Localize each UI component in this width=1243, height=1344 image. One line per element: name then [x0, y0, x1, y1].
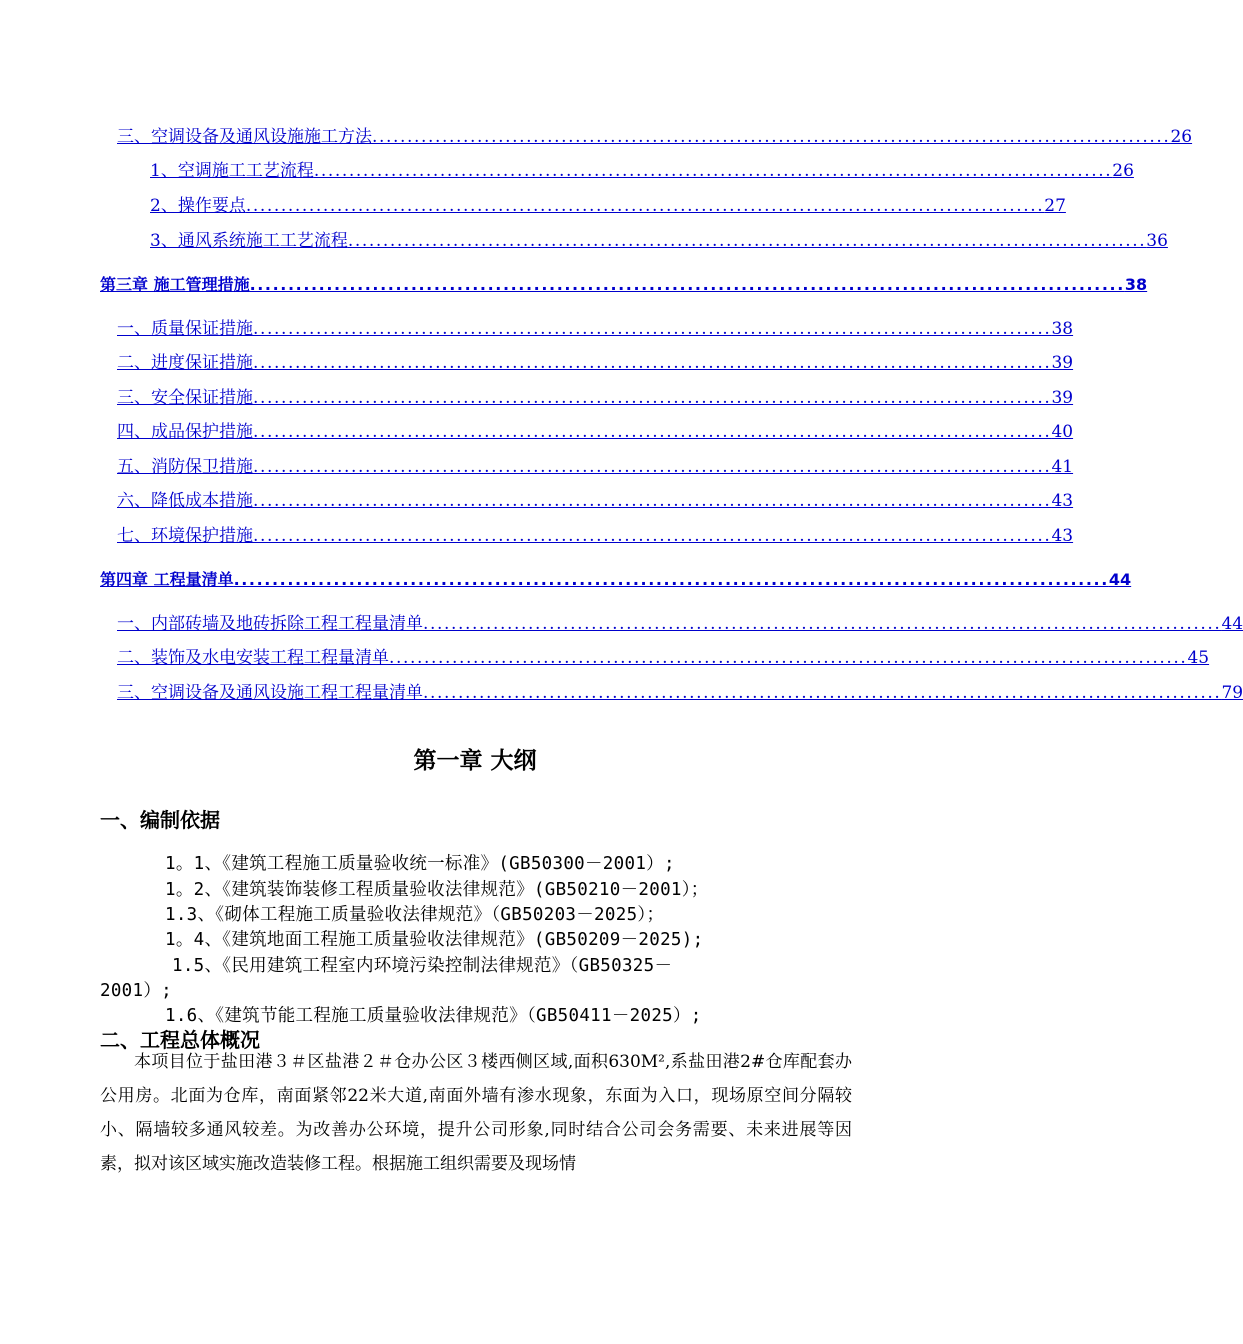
chapter-title: 第一章 大纲 [413, 748, 537, 774]
basis-item: 1。4、《建筑地面工程施工质量验收法律规范》(GB50209－2025); [165, 930, 704, 950]
toc-entry[interactable] [150, 158, 1134, 182]
toc-leader-dots: .................................................................................................................. [347, 231, 1147, 251]
basis-item: 1.6、《建筑节能工程施工质量验收法律规范》（GB50411－2025）; [165, 1006, 702, 1026]
basis-item: 1.3、《砌体工程施工质量验收法律规范》（GB50203－2025）； [165, 905, 665, 925]
toc-leader-dots: .................................................................................................................. [245, 196, 1045, 216]
toc-leader-dots: .................................................................................................................. [253, 526, 1052, 546]
section-heading: 二、工程总体概况 [100, 1028, 260, 1052]
toc-leader-dots: .................................................................................................................. [389, 648, 1188, 668]
toc-entry[interactable] [117, 350, 1074, 374]
section-heading: 一、编制依据 [100, 808, 220, 832]
toc-entry[interactable] [117, 124, 1193, 148]
toc-entry-title: 3、通风系统施工工艺流程 [150, 231, 348, 251]
toc-entry-page: 27 [1044, 196, 1066, 216]
toc-entry[interactable] [117, 488, 1074, 512]
toc-chapter-entry[interactable] [100, 567, 1132, 591]
toc-entry-page: 40 [1051, 422, 1074, 442]
toc-entry-title: 第四章 工程量清单 [100, 570, 234, 589]
toc-leader-dots: .................................................................................................................. [253, 353, 1052, 373]
toc-entry[interactable] [150, 193, 1066, 217]
basis-item: 1。1、《建筑工程施工质量验收统一标准》(GB50300－2001）; [165, 854, 675, 874]
toc-entry-title: 三、空调设备及通风设施工程工程量清单 [117, 683, 423, 703]
toc-entry-page: 39 [1051, 353, 1074, 373]
toc-leader-dots: .................................................................................................................. [253, 319, 1052, 339]
toc-entry-title: 一、质量保证措施 [117, 319, 253, 339]
toc-entry-title: 第三章 施工管理措施 [100, 275, 250, 294]
toc-entry-title: 2、操作要点 [150, 196, 246, 216]
toc-entry[interactable] [117, 680, 1243, 704]
toc-entry-page: 44 [1108, 570, 1132, 589]
toc-entry[interactable] [117, 645, 1210, 669]
toc-entry-title: 三、空调设备及通风设施施工方法 [117, 127, 372, 147]
toc-entry-page: 36 [1146, 231, 1168, 251]
toc-entry-title: 二、装饰及水电安装工程工程量清单 [117, 648, 389, 668]
toc-entry[interactable] [117, 454, 1074, 478]
toc-entry-title: 三、安全保证措施 [117, 388, 253, 408]
toc-entry[interactable] [150, 228, 1168, 252]
toc-entry-title: 七、环境保护措施 [117, 526, 253, 546]
toc-entry-title: 四、成品保护措施 [117, 422, 253, 442]
toc-entry-page: 43 [1051, 491, 1074, 511]
toc-entry[interactable] [117, 611, 1243, 635]
toc-leader-dots: .................................................................................................................. [253, 388, 1052, 408]
toc-leader-dots: .................................................................................................................. [249, 275, 1125, 294]
toc-entry[interactable] [117, 419, 1074, 443]
toc-entry-page: 45 [1187, 648, 1210, 668]
toc-entry-page: 43 [1051, 526, 1074, 546]
toc-leader-dots: .................................................................................................................. [233, 570, 1109, 589]
toc-entry-title: 一、内部砖墙及地砖拆除工程工程量清单 [117, 614, 423, 634]
toc-entry-page: 38 [1051, 319, 1074, 339]
toc-entry-page: 44 [1221, 614, 1243, 634]
basis-item-continuation: 2001）; [100, 981, 172, 1001]
basis-item: 1.5、《民用建筑工程室内环境污染控制法律规范》（GB50325－ [172, 956, 673, 976]
toc-chapter-entry[interactable] [100, 272, 1148, 296]
toc-entry-page: 26 [1112, 161, 1134, 181]
toc-entry-title: 1、空调施工工艺流程 [150, 161, 314, 181]
toc-entry-title: 五、消防保卫措施 [117, 457, 253, 477]
toc-entry-page: 39 [1051, 388, 1074, 408]
toc-leader-dots: .................................................................................................................. [253, 422, 1052, 442]
toc-entry-title: 二、进度保证措施 [117, 353, 253, 373]
toc-entry-page: 41 [1051, 457, 1074, 477]
basis-item: 1。2、《建筑装饰装修工程质量验收法律规范》(GB50210－2001）； [165, 880, 709, 900]
toc-entry[interactable] [117, 523, 1074, 547]
toc-entry[interactable] [117, 316, 1074, 340]
toc-leader-dots: .................................................................................................................. [313, 161, 1113, 181]
toc-leader-dots: .................................................................................................................. [423, 683, 1222, 703]
overview-paragraph: 本项目位于盐田港３＃区盐港２＃仓办公区３楼西侧区域,面积630M²,系盐田港2#仓库配套办公用房。北面为仓库，南面紧邻22米大道,南面外墙有渗水现象，东面为入口，现场原空间分隔较小、隔墙较多通风较差。为改善办公环境，提升公司形象,同时结合公司会务需要、未来进展等因素，拟对该区域实施改造装修工程。根据施工组织需要及现场情 [100, 1052, 852, 1174]
toc-entry-page: 38 [1124, 275, 1148, 294]
toc-leader-dots: .................................................................................................................. [423, 614, 1222, 634]
toc-entry-page: 26 [1170, 127, 1193, 147]
toc-leader-dots: .................................................................................................................. [253, 491, 1052, 511]
toc-leader-dots: .................................................................................................................. [253, 457, 1052, 477]
toc-entry-title: 六、降低成本措施 [117, 491, 253, 511]
toc-leader-dots: .................................................................................................................. [372, 127, 1171, 147]
toc-entry[interactable] [117, 385, 1074, 409]
toc-entry-page: 79 [1221, 683, 1243, 703]
